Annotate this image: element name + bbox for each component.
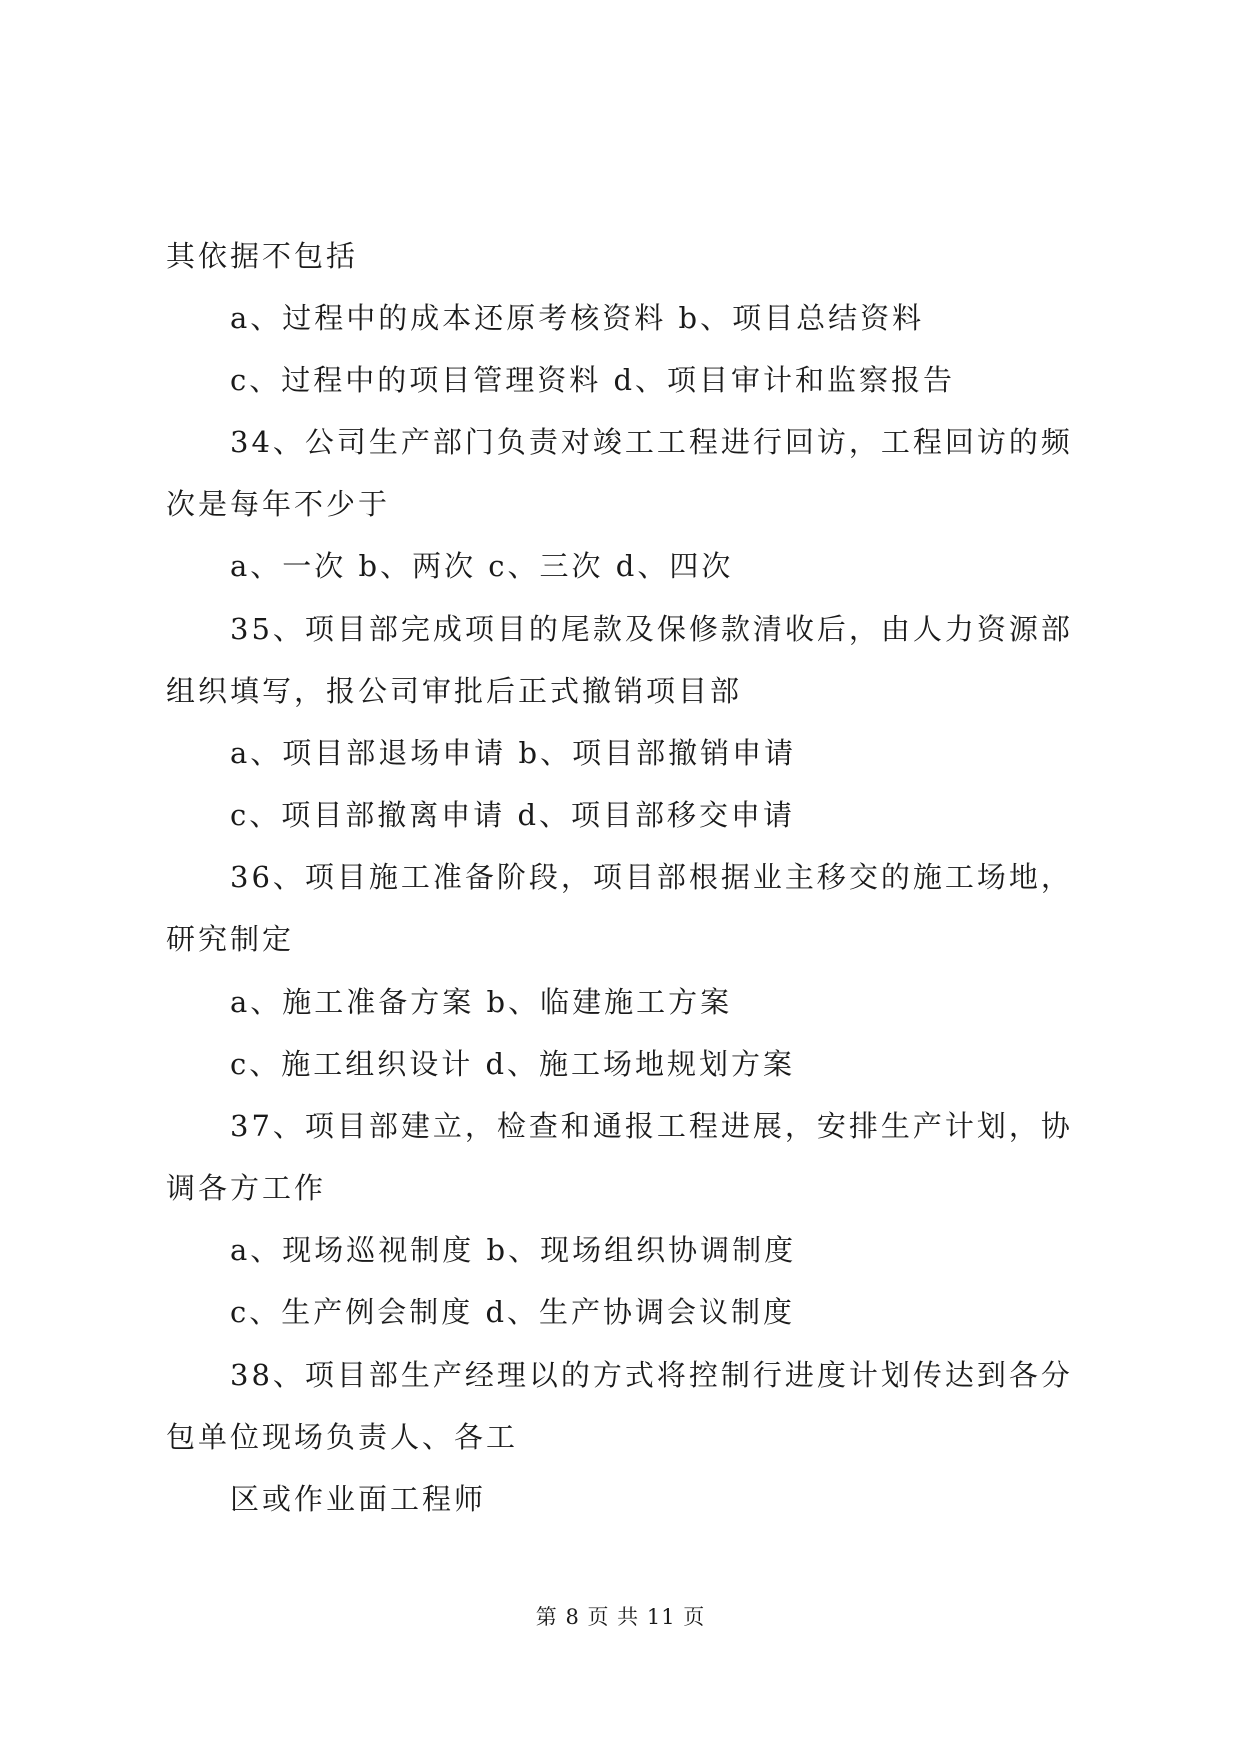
option-line: c、施工组织设计 d、施工场地规划方案 xyxy=(230,1047,796,1081)
page-footer: 第 8 页 共 11 页 xyxy=(535,1605,706,1629)
text-line: 研究制定 xyxy=(166,922,295,956)
text-line: 调各方工作 xyxy=(166,1171,327,1205)
text-line: 包单位现场负责人、各工 xyxy=(166,1420,519,1454)
option-line: a、一次 b、两次 c、三次 d、四次 xyxy=(230,549,734,583)
option-line: c、过程中的项目管理资料 d、项目审计和监察报告 xyxy=(230,363,956,397)
option-line: c、项目部撤离申请 d、项目部移交申请 xyxy=(230,798,796,832)
text-line: 组织填写，报公司审批后正式撤销项目部 xyxy=(166,674,743,708)
option-line: c、生产例会制度 d、生产协调会议制度 xyxy=(230,1295,796,1329)
option-line: a、过程中的成本还原考核资料 b、项目总结资料 xyxy=(230,301,925,335)
text-line: 其依据不包括 xyxy=(166,239,359,273)
text-line: 次是每年不少于 xyxy=(166,487,391,521)
question-37-line: 37、项目部建立，检查和通报工程进展，安排生产计划，协 xyxy=(230,1109,1073,1143)
option-line: a、现场巡视制度 b、现场组织协调制度 xyxy=(230,1233,797,1267)
question-34-line: 34、公司生产部门负责对竣工工程进行回访，工程回访的频 xyxy=(230,425,1073,459)
option-line: a、施工准备方案 b、临建施工方案 xyxy=(230,985,733,1019)
question-35-line: 35、项目部完成项目的尾款及保修款清收后，由人力资源部 xyxy=(230,612,1073,646)
text-line: 区或作业面工程师 xyxy=(230,1482,487,1516)
question-36-line: 36、项目施工准备阶段，项目部根据业主移交的施工场地， xyxy=(230,860,1073,894)
question-38-line: 38、项目部生产经理以的方式将控制行进度计划传达到各分 xyxy=(230,1358,1073,1392)
option-line: a、项目部退场申请 b、项目部撤销申请 xyxy=(230,736,797,770)
